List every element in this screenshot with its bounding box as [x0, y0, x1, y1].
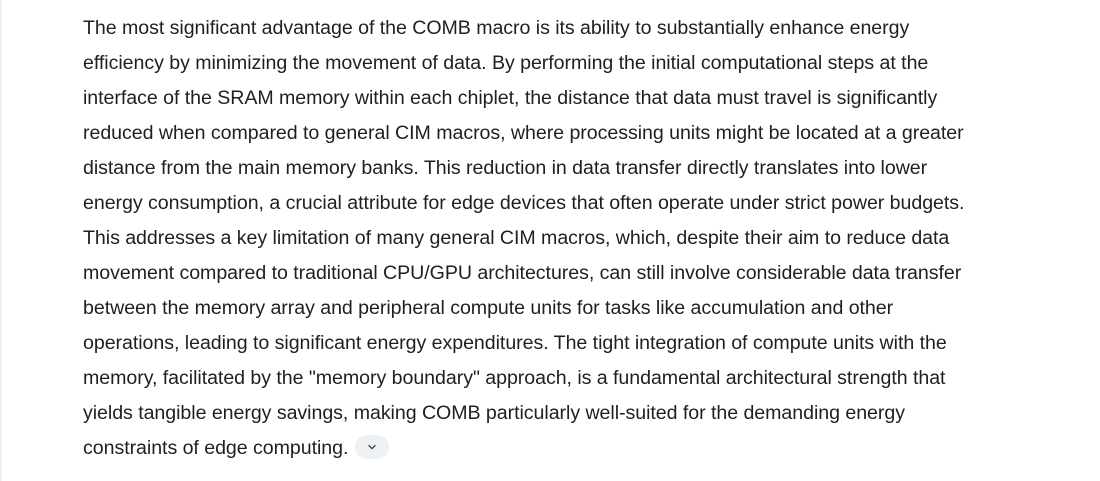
response-paragraph — [83, 11, 1043, 466]
paragraph-line: interface of the SRAM memory within each chiplet, the distance that data must travel is significantly — [83, 87, 938, 109]
paragraph-line: This addresses a key limitation of many general CIM macros, which, despite their aim to reduce data — [83, 227, 950, 249]
response-body — [83, 11, 1043, 466]
expand-sources-button[interactable] — [355, 435, 389, 459]
paragraph-line: memory, facilitated by the "memory boundary" approach, is a fundamental architectural strength that — [83, 367, 946, 389]
paragraph-line: efficiency by minimizing the movement of data. By performing the initial computational steps at the — [83, 52, 929, 74]
paragraph-line-text: constraints of edge computing. — [83, 437, 349, 459]
paragraph-line: energy consumption, a crucial attribute for edge devices that often operate under strict power budgets. — [83, 192, 965, 214]
paragraph-line: between the memory array and peripheral compute units for tasks like accumulation and other — [83, 297, 894, 319]
paragraph-line: The most significant advantage of the COMB macro is its ability to substantially enhance energy — [83, 17, 910, 39]
paragraph-line: distance from the main memory banks. This reduction in data transfer directly translates into lower — [83, 157, 928, 179]
paragraph-last-line — [83, 431, 1043, 466]
paragraph-line: operations, leading to significant energy expenditures. The tight integration of compute units with the — [83, 332, 947, 354]
paragraph-line: movement compared to traditional CPU/GPU architectures, can still involve considerable data transfer — [83, 262, 962, 284]
left-divider — [0, 0, 2, 481]
paragraph-line: reduced when compared to general CIM macros, where processing units might be located at a greater — [83, 122, 964, 144]
paragraph-line: yields tangible energy savings, making COMB particularly well-suited for the demanding energy — [83, 402, 905, 424]
chevron-down-icon — [367, 442, 377, 452]
